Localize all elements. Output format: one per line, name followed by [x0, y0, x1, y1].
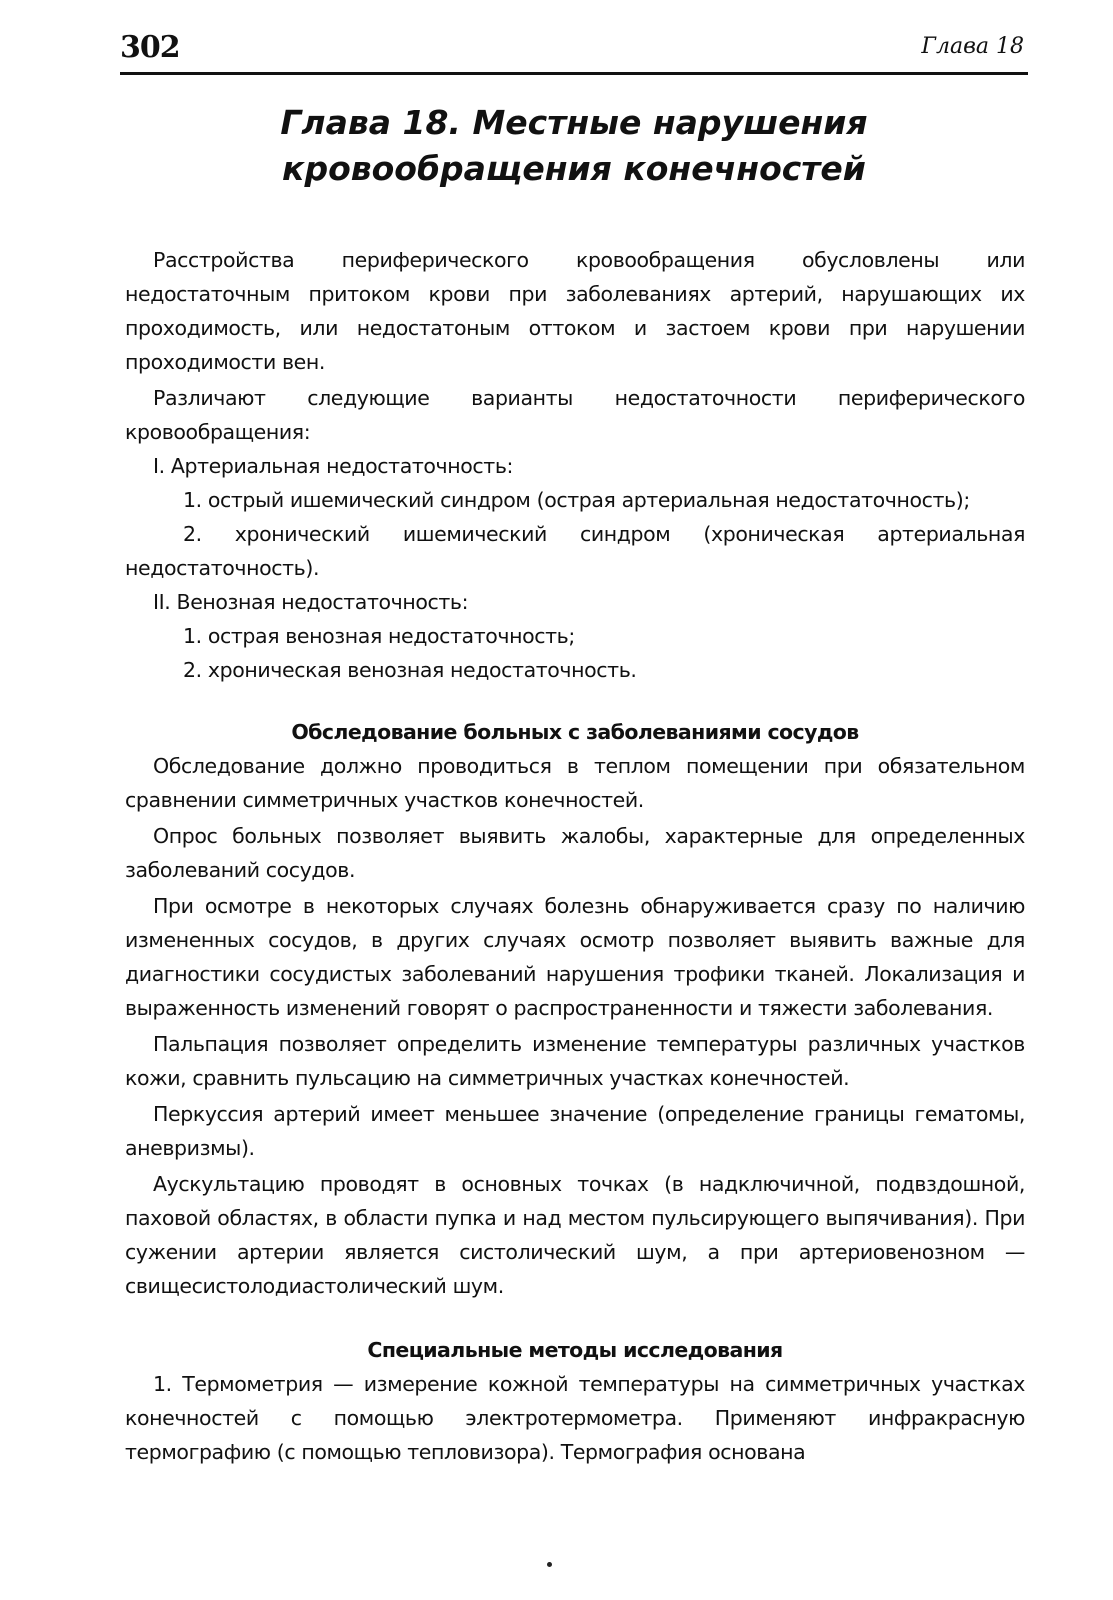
special-methods-paragraph-1: 1. Термометрия — измерение кожной температуры на симметричных участках конечностей с помощью электротермометра. Применяют инфракрасную термографию (с помощью тепловизора). Термография основана [125, 1372, 1025, 1464]
scan-speck [547, 1562, 552, 1567]
running-header [120, 28, 1028, 75]
section-heading-special-methods: Специальные методы исследования [367, 1338, 783, 1362]
exam-paragraph-6: Аускультацию проводят в основных точках (в надключичной, подвздошной, паховой областях, в области пупка и над местом пульсирующего выпячивания). При сужении артерии является систолический шум, а при артериовенозном — свищесистолодиастолический шум. [125, 1172, 1025, 1298]
chapter-title-line-2: кровообращения конечностей [282, 149, 866, 188]
intro-paragraph-2: Различают следующие варианты недостаточности периферического кровообращения: [125, 386, 1025, 444]
page-number: 302 [120, 30, 180, 65]
body-text [125, 243, 1025, 1469]
arterial-item-1: 1. острый ишемический синдром (острая артериальная недостаточность); [183, 488, 970, 512]
exam-paragraph-3: При осмотре в некоторых случаях болезнь обнаруживается сразу по наличию измененных сосудов, в других случаях осмотр позволяет выявить важные для диагностики сосудистых заболеваний нарушения трофики тканей. Локализация и выраженность изменений говорят о распространенности и тяжести заболевания. [125, 894, 1025, 1020]
arterial-group-title: I. Артериальная недостаточность: [153, 454, 514, 478]
arterial-item-2: 2. хронический ишемический синдром (хроническая артериальная недостаточность). [125, 522, 1025, 580]
venous-item-2: 2. хроническая венозная недостаточность. [183, 658, 637, 682]
exam-paragraph-2: Опрос больных позволяет выявить жалобы, характерные для определенных заболеваний сосудов. [125, 824, 1025, 882]
section-heading-examination: Обследование больных с заболеваниями сосудов [291, 720, 859, 744]
venous-item-1: 1. острая венозная недостаточность; [183, 624, 575, 648]
venous-group-title: II. Венозная недостаточность: [153, 590, 469, 614]
exam-paragraph-1: Обследование должно проводиться в теплом помещении при обязательном сравнении симметричных участков конечностей. [125, 754, 1025, 812]
chapter-title [120, 100, 1028, 192]
intro-paragraph-1: Расстройства периферического кровообращения обусловлены или недостаточным притоком крови при заболеваниях артерий, нарушающих их проходимость, или недостатоным оттоком и застоем крови при нарушении проходимости вен. [125, 248, 1025, 374]
exam-paragraph-5: Перкуссия артерий имеет меньшее значение (определение границы гематомы, аневризмы). [125, 1102, 1025, 1160]
chapter-title-line-1: Глава 18. Местные нарушения [280, 103, 868, 142]
running-chapter-title: Глава 18 [921, 34, 1024, 59]
exam-paragraph-4: Пальпация позволяет определить изменение температуры различных участков кожи, сравнить пульсацию на симметричных участках конечностей. [125, 1032, 1025, 1090]
